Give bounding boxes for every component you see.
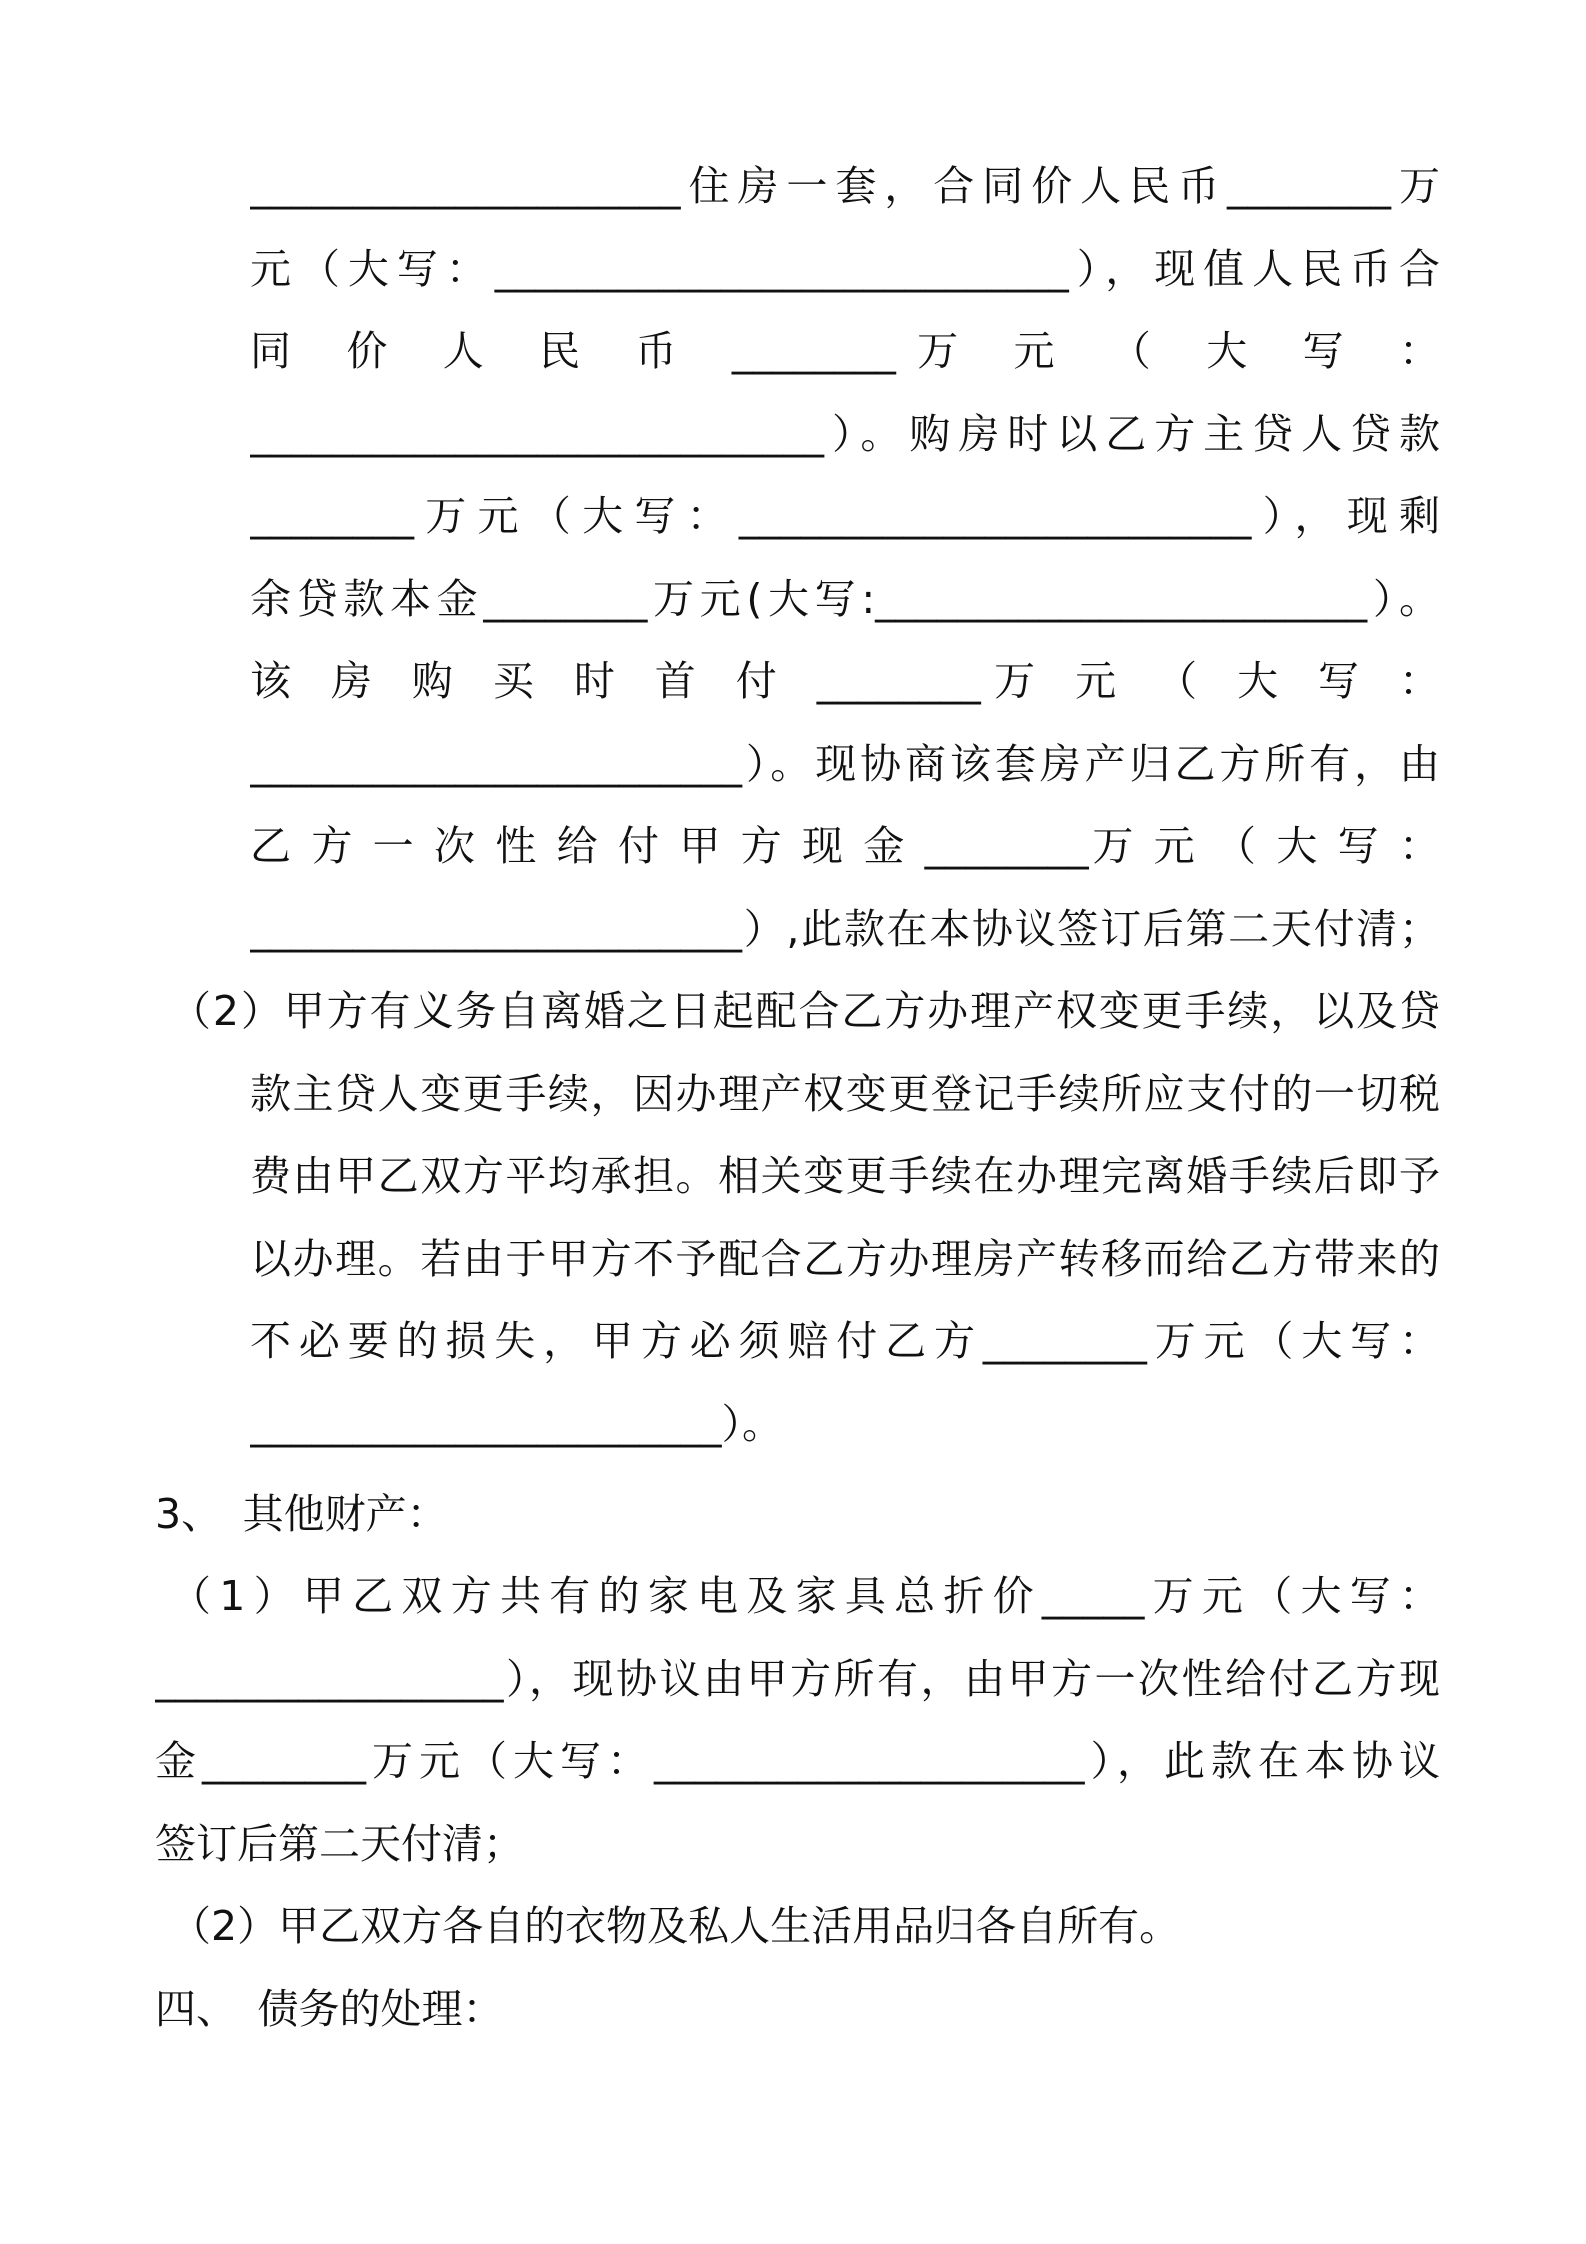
text-line-20: 金________万元（大写：_____________________），此款在本协议 xyxy=(155,1737,1440,1785)
text-line-6: 余贷款本金________万元(大写:________________________）。 xyxy=(250,575,1440,623)
text-line-7: 该 房 购 买 时 首 付 ________万 元 （ 大 写 ： xyxy=(250,657,1440,705)
text-line-9: 乙 方 一 次 性 给 付 甲 方 现 金 ________万 元 （ 大 写 ： xyxy=(250,822,1440,870)
text-line-2: 元（大写：____________________________），现值人民币合 xyxy=(250,245,1440,293)
text-line-15: 不必要的损失，甲方必须赔付乙方________万元（大写： xyxy=(250,1317,1440,1365)
text-line-12: 款主贷人变更手续，因办理产权变更登记手续所应支付的一切税 xyxy=(250,1070,1440,1118)
section-heading-other-property: 3、 其他财产： xyxy=(155,1490,448,1538)
text-line-19: _________________），现协议由甲方所有，由甲方一次性给付乙方现 xyxy=(155,1655,1440,1703)
text-line-14: 以办理。若由于甲方不予配合乙方办理房产转移而给乙方带来的 xyxy=(250,1235,1440,1283)
text-line-16: _______________________）。 xyxy=(250,1400,783,1448)
text-line-5: ________万元（大写：_________________________），现剩 xyxy=(250,492,1440,540)
text-line-11: （2）甲方有义务自离婚之日起配合乙方办理产权变更手续，以及贷 xyxy=(170,987,1440,1035)
text-line-1: _____________________住房一套，合同价人民币________万 xyxy=(250,162,1440,210)
text-line-3: 同 价 人 民 币 ________万 元 （ 大 写 ： xyxy=(250,327,1440,375)
text-line-18: （1）甲乙双方共有的家电及家具总折价_____万元（大写： xyxy=(170,1572,1440,1620)
text-line-22: （2）甲乙双方各自的衣物及私人生活用品归各自所有。 xyxy=(170,1902,1181,1950)
section-heading-debt: 四、 债务的处理： xyxy=(155,1985,504,2033)
text-line-4: ____________________________）。购房时以乙方主贷人贷款 xyxy=(250,410,1440,458)
text-line-10: ________________________）,此款在本协议签订后第二天付清； xyxy=(250,905,1440,953)
text-line-13: 费由甲乙双方平均承担。相关变更手续在办理完离婚手续后即予 xyxy=(250,1152,1440,1200)
text-line-8: ________________________）。现协商该套房产归乙方所有，由 xyxy=(250,740,1440,788)
text-line-21: 签订后第二天付清； xyxy=(155,1820,524,1868)
